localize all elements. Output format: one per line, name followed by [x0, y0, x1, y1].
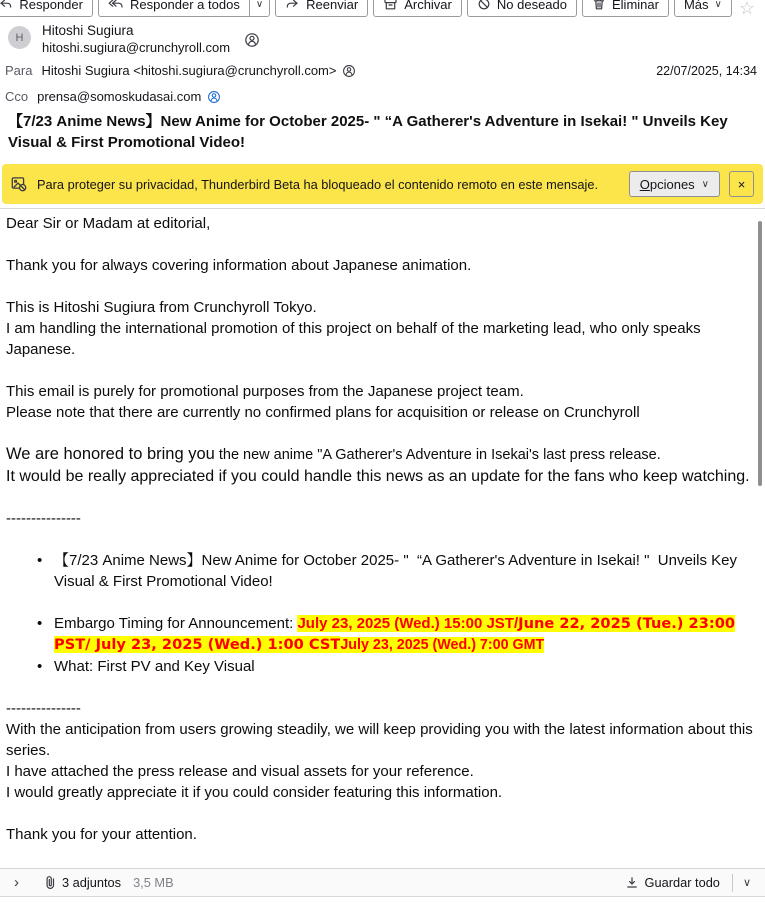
to-address[interactable]: Hitoshi Sugiura <hitoshi.sugiura@crunchyroll.com>	[41, 63, 337, 78]
save-all-label: Guardar todo	[644, 875, 720, 890]
forward-label: Reenviar	[306, 0, 359, 12]
attachments-bar	[0, 868, 765, 897]
chevron-down-icon: ∨	[701, 178, 709, 190]
to-row	[5, 62, 757, 79]
attachments-expander[interactable]	[8, 874, 25, 891]
reply-icon	[0, 0, 13, 11]
embargo-pst-cst: June 22, 2025 (Tue.) 23:00 PST/ July 23, 2025 (Wed.) 1:00 CST	[54, 615, 736, 653]
reply-label: Responder	[19, 0, 83, 12]
body-paragraph: Dear Sir or Madam at editorial,	[6, 215, 211, 232]
star-icon: ☆	[738, 0, 755, 18]
divider-dashes: ---------------	[6, 700, 81, 717]
divider	[732, 874, 733, 892]
divider-dashes: ---------------	[6, 510, 81, 527]
options-label-rest: pciones	[649, 176, 695, 192]
reply-all-split-button	[98, 0, 270, 17]
archive-button[interactable]	[373, 0, 462, 17]
forward-icon	[285, 0, 300, 11]
bullet-what: • What: First PV and Key Visual	[6, 656, 755, 677]
save-all-button[interactable]	[617, 875, 728, 890]
options-button[interactable]	[629, 171, 720, 197]
body-paragraph	[6, 444, 755, 466]
reply-button[interactable]	[0, 0, 93, 17]
message-body	[0, 208, 765, 868]
body-paragraph: Thank you for always covering information about Japanese animation.	[6, 257, 472, 274]
to-label: Para	[5, 63, 33, 78]
message-toolbar	[0, 0, 765, 18]
delete-button[interactable]	[582, 0, 669, 17]
attachments-count[interactable]: 3 adjuntos	[62, 875, 122, 890]
delete-label: Eliminar	[612, 0, 659, 12]
more-label: Más	[683, 0, 709, 12]
bcc-label: Cco	[5, 89, 29, 104]
body-paragraph: This email is purely for promotional purposes from the Japanese project team.	[6, 383, 524, 400]
embargo-jst: July 23, 2025 (Wed.) 15:00 JST/	[297, 615, 519, 632]
reply-all-button[interactable]	[98, 0, 249, 17]
junk-button[interactable]	[467, 0, 577, 17]
scrollbar-thumb[interactable]	[758, 221, 762, 486]
sender-email: hitoshi.sugiura@crunchyroll.com	[42, 40, 231, 55]
contact-icon-blue[interactable]	[207, 90, 221, 104]
sender-name: Hitoshi Sugiura	[42, 23, 134, 38]
bcc-address[interactable]: prensa@somoskudasai.com	[37, 89, 202, 104]
junk-icon	[477, 0, 491, 11]
options-label-initial: O	[639, 176, 650, 192]
body-text-run: We are honored to bring you	[6, 445, 215, 463]
body-text-run: the new anime "A Gatherer's Adventure in Isekai's last press release.	[214, 447, 661, 463]
bcc-row	[5, 88, 757, 105]
junk-label: No deseado	[496, 0, 567, 12]
attachments-size: 3,5 MB	[133, 875, 174, 890]
paperclip-icon	[43, 875, 56, 890]
archive-icon	[383, 0, 398, 11]
close-warning-button[interactable]	[729, 171, 754, 197]
embargo-gmt: July 23, 2025 (Wed.) 7:00 GMT	[340, 637, 545, 653]
body-paragraph: It would be really appreciated if you could handle this news as an update for the fans who keep watching.	[6, 468, 750, 485]
forward-button[interactable]	[275, 0, 368, 17]
archive-label: Archivar	[404, 0, 452, 12]
star-message-button[interactable]	[737, 0, 757, 17]
bullet-embargo	[6, 613, 755, 656]
chevron-down-icon: ∨	[714, 0, 722, 10]
trash-icon	[592, 0, 606, 11]
chevron-right-icon: ›	[14, 874, 19, 891]
sender-block	[8, 22, 765, 56]
download-icon	[625, 876, 639, 890]
save-all-dropdown[interactable]	[737, 876, 757, 889]
subject-line: 【7/23 Anime News】New Anime for October 2025- " “A Gatherer's Adventure in Isekai! " Unveils Key Visual & First Promotional Video!	[8, 113, 728, 151]
more-button[interactable]	[674, 0, 732, 17]
reply-all-icon	[108, 0, 124, 11]
remote-content-warning-bar	[2, 164, 763, 204]
chevron-down-icon: ∨	[742, 877, 751, 889]
warning-text: Para proteger su privacidad, Thunderbird Beta ha bloqueado el contenido remoto en este mensaje.	[37, 176, 599, 192]
reply-all-label: Responder a todos	[129, 0, 240, 12]
body-paragraph: Thank you for your attention.	[6, 826, 197, 843]
body-paragraph: With the anticipation from users growing steadily, we will keep providing you with the latest information about this series.	[6, 721, 753, 759]
body-paragraph: Please note that there are currently no confirmed plans for acquisition or release on Crunchyroll	[6, 404, 640, 421]
blocked-image-icon	[11, 176, 27, 192]
body-paragraph: This is Hitoshi Sugiura from Crunchyroll Tokyo.	[6, 299, 317, 316]
embargo-label: Embargo Timing for Announcement:	[54, 615, 298, 632]
body-paragraph: I have attached the press release and visual assets for your reference.	[6, 763, 474, 780]
contact-icon[interactable]	[244, 32, 260, 48]
bullet-news-title: • 【7/23 Anime News】New Anime for October 2025- " “A Gatherer's Adventure in Isekai! " Unveils Key Visual & First Promotional Video!	[6, 550, 755, 592]
contact-icon[interactable]	[342, 64, 356, 78]
close-icon: ×	[737, 176, 746, 192]
avatar: H	[8, 26, 31, 49]
message-date: 22/07/2025, 14:34	[656, 63, 757, 78]
body-paragraph: I am handling the international promotion of this project on behalf of the marketing lead, who only speaks Japanese.	[6, 320, 701, 358]
body-paragraph: I would greatly appreciate it if you could consider featuring this information.	[6, 784, 503, 801]
chevron-down-icon: ∨	[255, 0, 264, 10]
reply-all-dropdown[interactable]	[249, 0, 270, 17]
